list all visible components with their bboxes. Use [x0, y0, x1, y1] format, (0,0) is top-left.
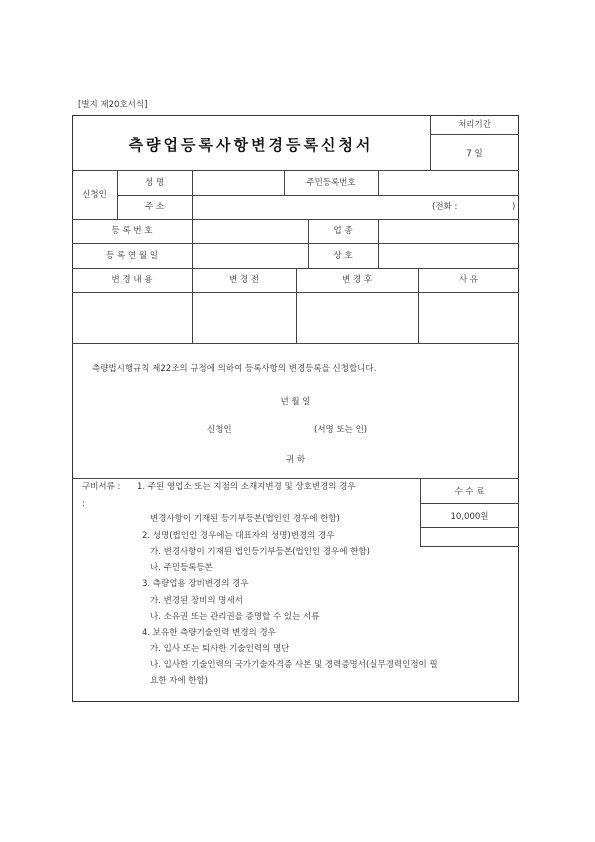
reg-number-label: 등 록 번 호 [111, 226, 153, 236]
document-item: 나. 주민등록등본 [150, 563, 213, 573]
phone-close: ) [512, 202, 516, 212]
change-reason-header: 사 유 [458, 275, 479, 285]
document-item: 4. 보유한 측량기술인력 변경의 경우 [142, 628, 276, 638]
document-item: 3. 측량업용 장비변경의 경우 [142, 579, 249, 589]
name-field[interactable] [193, 171, 283, 194]
document-item: 가. 입사 또는 퇴사한 기술인력의 명단 [150, 644, 290, 654]
trade-name-label: 상 호 [333, 251, 353, 261]
business-type-label: 업 종 [333, 226, 353, 236]
change-content-header: 변 경 내 용 [111, 275, 153, 285]
business-type-field[interactable] [379, 220, 518, 242]
address-field[interactable] [193, 196, 518, 218]
document-item: 1. 주된 영업소 또는 지점의 소재지변경 및 상호변경의 경우 [137, 482, 356, 492]
declaration-date: 년 월 일 [280, 397, 311, 407]
change-after-field[interactable] [297, 293, 417, 342]
processing-value: 7 일 [466, 149, 483, 159]
declaration-applicant: 신청인 [207, 425, 232, 435]
address-label: 주 소 [144, 202, 165, 212]
document-item: 2. 성명(법인인 경우에는 대표자의 성명)변경의 경우 [142, 531, 335, 541]
change-content-field[interactable] [73, 293, 191, 342]
trade-name-field[interactable] [379, 244, 518, 267]
change-after-header: 변 경 후 [341, 275, 373, 285]
fee-value: 10,000원 [450, 512, 489, 522]
document-item: 요한 자에 한함) [150, 676, 208, 686]
change-before-header: 변 경 전 [228, 275, 260, 285]
phone-label: (전화 : [432, 202, 458, 212]
declaration-statement: 측량법시행규칙 제22조의 규정에 의하여 등록사항의 변경등록을 신청합니다. [92, 364, 377, 374]
rrn-field[interactable] [379, 171, 518, 194]
declaration-sign: (서명 또는 인) [314, 425, 368, 435]
change-reason-field[interactable] [419, 293, 518, 342]
reg-date-label: 등 록 연 월 일 [106, 251, 158, 261]
reg-date-field[interactable] [193, 244, 307, 267]
documents-label: 구비서류 : [82, 482, 121, 492]
change-before-field[interactable] [193, 293, 295, 342]
processing-label: 처리기간 [458, 120, 491, 130]
document-item: 나. 소유권 또는 관리권을 증명할 수 있는 서류 [150, 612, 320, 622]
form-title: 측량업등록사항변경등록신청서 [128, 136, 374, 154]
reg-number-field[interactable] [193, 220, 307, 242]
document-item: 나. 입사한 기술인력의 국가기술자격증 사본 및 경력증명서(실무경력인정이 필 [150, 660, 438, 670]
fee-label: 수 수 료 [454, 487, 485, 497]
document-item: 변경사항이 기재된 등기부등본(법인인 경우에 한함) [150, 514, 340, 524]
applicant-group-label: 신청인 [82, 190, 107, 200]
declaration-addressee: 귀 하 [285, 455, 306, 465]
name-label: 성 명 [144, 178, 165, 188]
document-item: : [82, 499, 85, 509]
document-item: 가. 변경된 장비의 명세서 [150, 596, 243, 606]
form-code: [별지 제20호서식] [78, 100, 148, 110]
document-item: 가. 변경사항이 기재된 법인등기부등본(법인인 경우에 한함) [150, 547, 370, 557]
rrn-label: 주민등록번호 [306, 178, 356, 188]
